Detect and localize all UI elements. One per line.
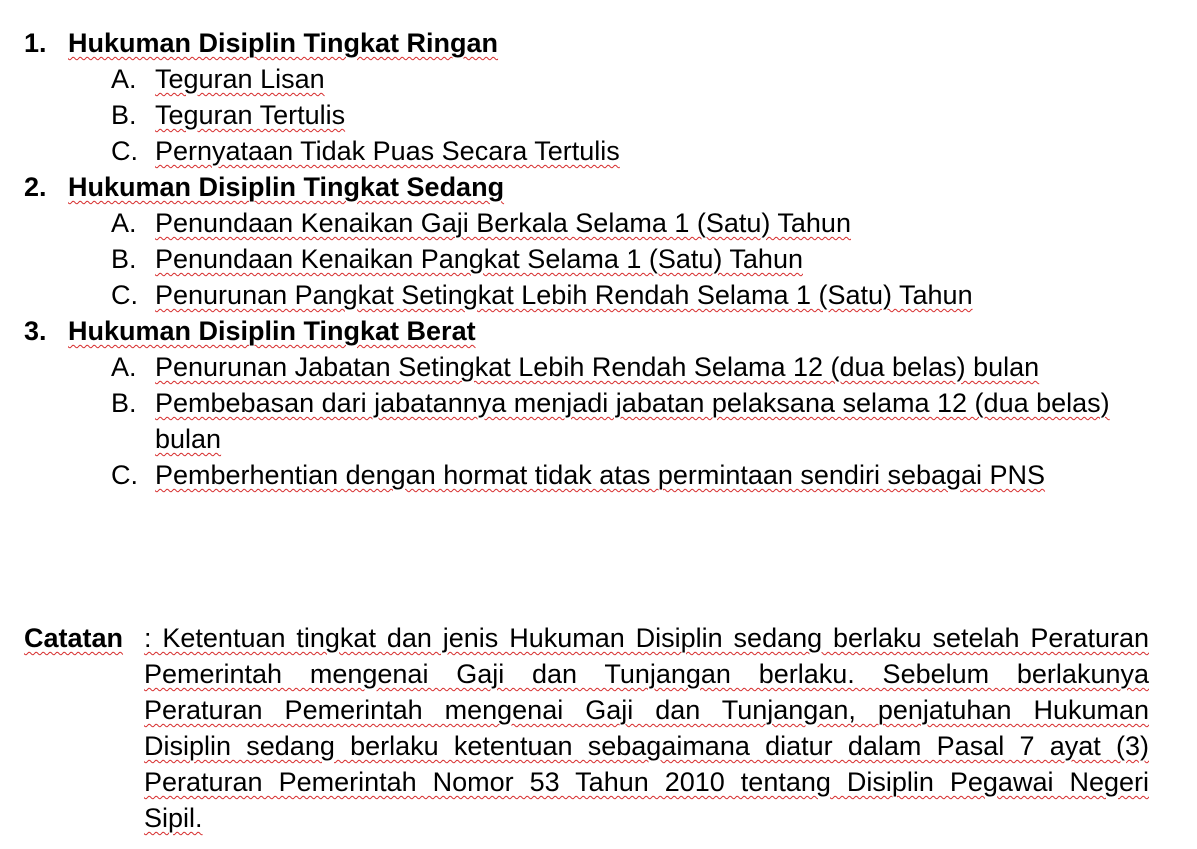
item-text: Pernyataan Tidak Puas Secara Tertulis <box>155 136 620 166</box>
item-text: Teguran Tertulis <box>155 100 346 130</box>
list-item <box>111 206 851 240</box>
item-text: Teguran Lisan <box>155 64 325 94</box>
list-item-continuation <box>155 422 221 456</box>
section-number: 3. <box>24 316 47 346</box>
item-text: Penurunan Jabatan Setingkat Lebih Rendah Selama 12 (dua belas) bulan <box>155 352 1040 382</box>
list-item <box>111 386 1110 420</box>
list-item <box>111 242 803 276</box>
section-heading-2 <box>24 170 504 204</box>
item-letter: A. <box>111 208 137 238</box>
note-line-5: Peraturan Pemerintah Nomor 53 Tahun 2010 tentang Disiplin Pegawai Negeri <box>144 767 1149 797</box>
item-letter: B. <box>111 244 137 274</box>
note-line-4: Disiplin sedang berlaku ketentuan sebagaimana diatur dalam Pasal 7 ayat (3) <box>144 731 1149 761</box>
list-item <box>111 62 325 96</box>
section-title: Hukuman Disiplin Tingkat Ringan <box>68 28 499 58</box>
note-label: Catatan <box>24 623 124 653</box>
note-line-3: Peraturan Pemerintah mengenai Gaji dan Tunjangan, penjatuhan Hukuman <box>144 695 1149 725</box>
item-text: Pembebasan dari jabatannya menjadi jabatan pelaksana selama 12 (dua belas) <box>155 388 1110 418</box>
item-text-continuation: bulan <box>155 424 222 454</box>
item-text: Pemberhentian dengan hormat tidak atas permintaan sendiri sebagai PNS <box>155 460 1046 490</box>
list-item <box>111 278 973 312</box>
section-title: Hukuman Disiplin Tingkat Berat <box>68 316 476 346</box>
note-line-1: : Ketentuan tingkat dan jenis Hukuman Disiplin sedang berlaku setelah Peraturan <box>144 623 1149 653</box>
item-letter: C. <box>111 460 138 490</box>
item-text: Penundaan Kenaikan Gaji Berkala Selama 1 (Satu) Tahun <box>155 208 851 238</box>
note-body <box>144 620 1149 836</box>
section-number: 1. <box>24 28 47 58</box>
item-letter: B. <box>111 388 137 418</box>
item-letter: A. <box>111 352 137 382</box>
note-line-2: Pemerintah mengenai Gaji dan Tunjangan berlaku. Sebelum berlakunya <box>144 659 1149 689</box>
list-item <box>111 458 1045 492</box>
item-letter: C. <box>111 136 138 166</box>
section-heading-3 <box>24 314 476 348</box>
item-letter: C. <box>111 280 138 310</box>
item-text: Penurunan Pangkat Setingkat Lebih Rendah Selama 1 (Satu) Tahun <box>155 280 973 310</box>
section-number: 2. <box>24 172 47 202</box>
list-item <box>111 134 620 168</box>
section-heading-1 <box>24 26 498 60</box>
list-item <box>111 350 1039 384</box>
list-item <box>111 98 345 132</box>
note-line-6: Sipil. <box>144 803 203 833</box>
item-letter: B. <box>111 100 137 130</box>
item-text: Penundaan Kenaikan Pangkat Selama 1 (Satu) Tahun <box>155 244 803 274</box>
item-letter: A. <box>111 64 137 94</box>
section-title: Hukuman Disiplin Tingkat Sedang <box>68 172 505 202</box>
